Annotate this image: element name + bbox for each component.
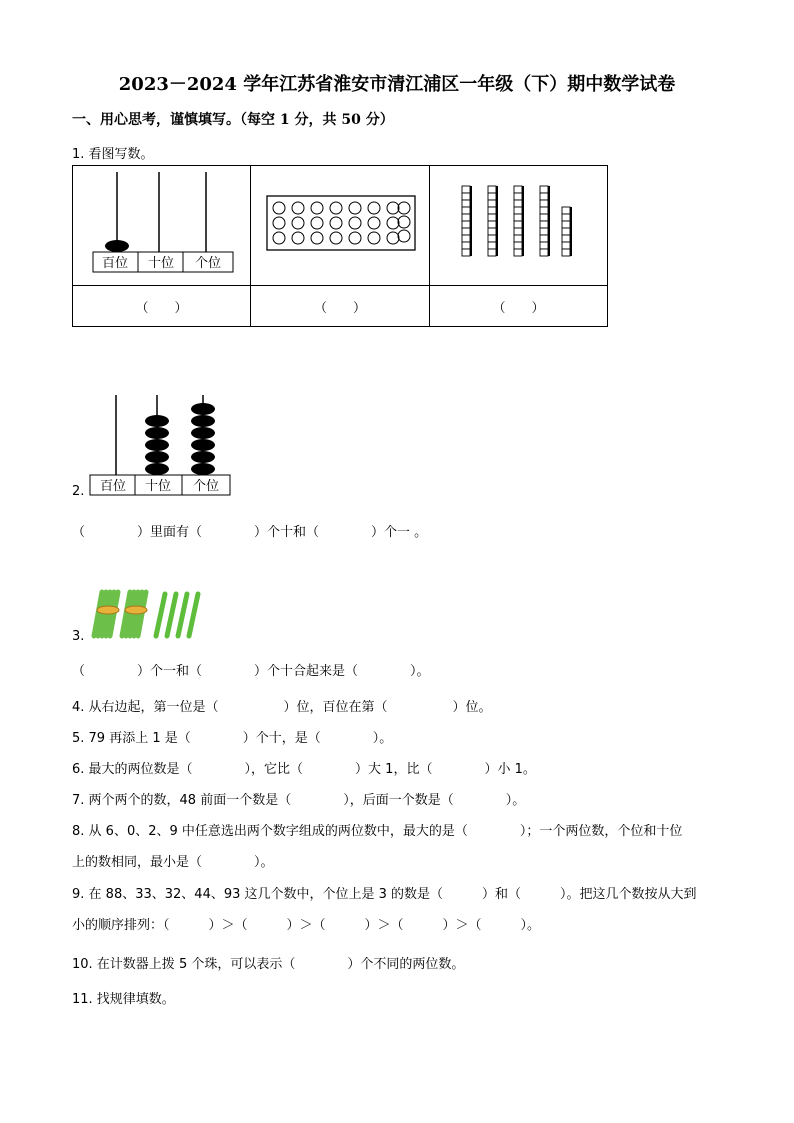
question-8-line-2: 上的数相同，最小是（ ）。	[72, 855, 274, 870]
question-5: 5. 79 再添上 1 是（ ）个十，是（ ）。	[72, 731, 393, 746]
unit-cube	[488, 249, 496, 256]
cube-shadow	[570, 207, 572, 256]
abacus-bead	[145, 427, 169, 439]
unit-cube	[514, 235, 522, 242]
counting-circle	[368, 232, 380, 244]
cube-shadow	[548, 186, 550, 256]
question-9-line-2: 小的顺序排列：（ ）＞（ ）＞（ ）＞（ ）＞（ ）。	[72, 918, 541, 933]
abacus-figure-2	[88, 390, 238, 498]
abacus-bead	[191, 427, 215, 439]
counting-circle	[330, 232, 342, 244]
unit-cube	[488, 193, 496, 200]
abacus-bead	[145, 463, 169, 475]
question-7: 7. 两个两个的数，48 前面一个数是（ ），后面一个数是（ ）。	[72, 793, 526, 808]
cubes-cell	[430, 166, 608, 286]
unit-cube	[488, 186, 496, 193]
abacus-bead	[191, 403, 215, 415]
question-3-text: （ ）个一和（ ）个十合起来是（ ）。	[72, 664, 430, 679]
question-8-line-1: 8. 从 6、0、2、9 中任意选出两个数字组成的两位数中，最大的是（ ）；一个两位数，个位和十位	[72, 824, 683, 839]
counting-circle	[368, 202, 380, 214]
counting-circle	[273, 217, 285, 229]
cube-shadow	[470, 186, 472, 256]
unit-cube	[540, 186, 548, 193]
unit-cube	[514, 186, 522, 193]
counting-circle	[311, 202, 323, 214]
counting-circle	[311, 232, 323, 244]
unit-cube	[562, 249, 570, 256]
unit-cube	[540, 235, 548, 242]
abacus-cell	[73, 166, 251, 286]
abacus-bead	[145, 451, 169, 463]
unit-cube	[540, 249, 548, 256]
circles-figure	[251, 166, 429, 281]
question-2-text: （ ）里面有（ ）个十和（ ）个一 。	[72, 525, 428, 540]
abacus-bead	[191, 451, 215, 463]
place-label-tens: 十位	[147, 256, 175, 271]
answer-blank-3[interactable]: （ ）	[430, 286, 608, 327]
unit-cube	[540, 242, 548, 249]
question-10: 10. 在计数器上拨 5 个珠，可以表示（ ）个不同的两位数。	[72, 957, 465, 972]
question-2-number: 2.	[72, 484, 85, 499]
counting-circle	[311, 217, 323, 229]
unit-cube	[562, 235, 570, 242]
question-1-table	[72, 165, 608, 327]
unit-cube	[462, 193, 470, 200]
stick-bundle	[94, 592, 119, 636]
unit-cube	[540, 207, 548, 214]
page-title: 2023－2024 学年江苏省淮安市清江浦区一年级（下）期中数学试卷	[118, 74, 676, 95]
abacus-figure-1	[73, 166, 250, 281]
unit-cube	[462, 249, 470, 256]
counting-circle	[387, 232, 399, 244]
unit-cube	[562, 207, 570, 214]
single-stick	[156, 594, 165, 636]
unit-cube	[462, 200, 470, 207]
unit-cube	[514, 242, 522, 249]
unit-cube	[488, 221, 496, 228]
unit-cube	[562, 228, 570, 235]
place-label-tens: 十位	[144, 479, 172, 494]
unit-cube	[488, 235, 496, 242]
question-3-number: 3.	[72, 629, 85, 644]
abacus-bead	[145, 415, 169, 427]
answer-blank-2[interactable]: （ ）	[251, 286, 430, 327]
unit-cube	[540, 214, 548, 221]
unit-cube	[488, 200, 496, 207]
stick-bundle	[122, 592, 147, 636]
question-9-line-1: 9. 在 88、33、32、44、93 这几个数中，个位上是 3 的数是（ ）和（ ）。把这几个数按从大到	[72, 887, 697, 902]
counting-circle	[349, 232, 361, 244]
counting-circle	[398, 216, 410, 228]
unit-cube	[462, 207, 470, 214]
counting-circle	[368, 217, 380, 229]
question-11: 11. 找规律填数。	[72, 992, 175, 1007]
unit-cube	[514, 228, 522, 235]
abacus-bead	[191, 415, 215, 427]
counting-circle	[292, 217, 304, 229]
unit-cube	[514, 249, 522, 256]
abacus-bead	[105, 240, 129, 252]
unit-cube	[514, 221, 522, 228]
question-4: 4. 从右边起，第一位是（ ）位，百位在第（ ）位。	[72, 700, 492, 715]
place-label-ones: 个位	[194, 256, 222, 271]
unit-cube	[540, 228, 548, 235]
unit-cube	[462, 242, 470, 249]
unit-cube	[514, 193, 522, 200]
unit-cube	[488, 214, 496, 221]
unit-cube	[462, 235, 470, 242]
unit-cube	[540, 193, 548, 200]
section-heading: 一、用心思考，谨慎填写。（每空 1 分，共 50 分）	[72, 112, 394, 128]
unit-cube	[540, 200, 548, 207]
circles-cell	[251, 166, 430, 286]
sticks-figure	[90, 588, 220, 640]
counting-circle	[398, 202, 410, 214]
answer-blank-1[interactable]: （ ）	[73, 286, 251, 327]
counting-circle	[387, 217, 399, 229]
single-stick	[178, 594, 187, 636]
unit-cube	[488, 228, 496, 235]
unit-cube	[462, 214, 470, 221]
single-stick	[167, 594, 176, 636]
place-label-hundreds: 百位	[101, 256, 129, 271]
cube-shadow	[522, 186, 524, 256]
abacus-bead	[191, 463, 215, 475]
counting-circle	[349, 202, 361, 214]
cubes-figure	[430, 166, 607, 281]
unit-cube	[514, 200, 522, 207]
unit-cube	[462, 186, 470, 193]
counting-circle	[330, 217, 342, 229]
counting-circle	[330, 202, 342, 214]
unit-cube	[514, 207, 522, 214]
counting-circle	[273, 202, 285, 214]
unit-cube	[562, 242, 570, 249]
unit-cube	[540, 221, 548, 228]
single-stick	[189, 594, 198, 636]
counting-circle	[273, 232, 285, 244]
unit-cube	[462, 221, 470, 228]
unit-cube	[562, 221, 570, 228]
counting-circle	[349, 217, 361, 229]
place-label-ones: 个位	[192, 479, 220, 494]
question-1-label: 1. 看图写数。	[72, 147, 154, 162]
abacus-bead	[191, 439, 215, 451]
question-6: 6. 最大的两位数是（ ），它比（ ）大 1，比（ ）小 1。	[72, 762, 536, 777]
counting-circle	[387, 202, 399, 214]
counting-circle	[292, 232, 304, 244]
unit-cube	[514, 214, 522, 221]
counting-circle	[398, 230, 410, 242]
unit-cube	[488, 242, 496, 249]
unit-cube	[462, 228, 470, 235]
place-label-hundreds: 百位	[99, 479, 127, 494]
unit-cube	[562, 214, 570, 221]
cube-shadow	[496, 186, 498, 256]
unit-cube	[488, 207, 496, 214]
counting-circle	[292, 202, 304, 214]
abacus-bead	[145, 439, 169, 451]
